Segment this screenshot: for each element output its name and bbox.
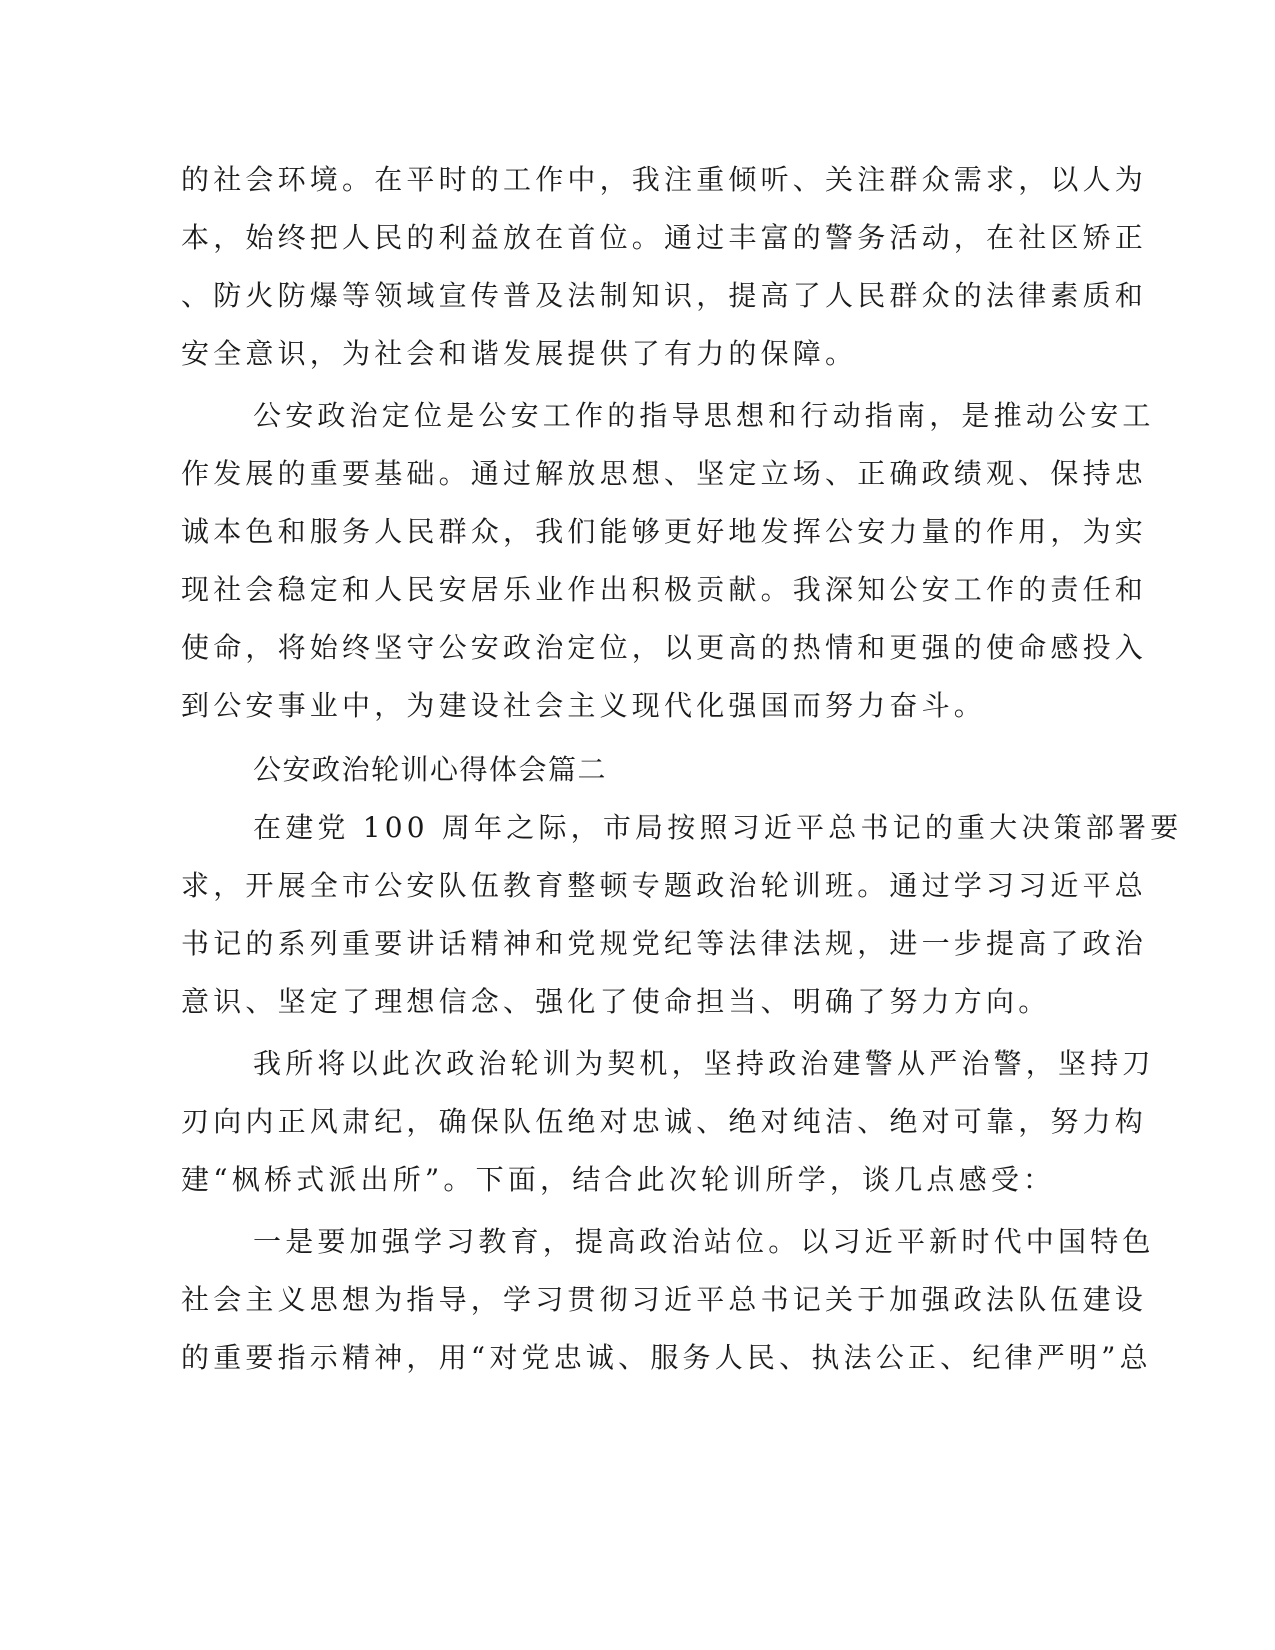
- paragraph-4-line-1: 我所将以此次政治轮训为契机，坚持政治建警从严治警，坚持刀: [253, 1047, 1155, 1080]
- paragraph-3-line-2: 求，开展全市公安队伍教育整顿专题政治轮训班。通过学习习近平总: [181, 869, 1148, 902]
- paragraph-1-line-4: 安全意识，为社会和谐发展提供了有力的保障。: [181, 337, 858, 370]
- section-heading: 公安政治轮训心得体会篇二: [253, 753, 608, 786]
- paragraph-1-line-1: 的社会环境。在平时的工作中，我注重倾听、关注群众需求，以人为: [181, 163, 1148, 196]
- paragraph-3-line-1: 在建党 100 周年之际，市局按照习近平总书记的重大决策部署要: [253, 811, 1183, 844]
- paragraph-5-line-1: 一是要加强学习教育，提高政治站位。以习近平新时代中国特色: [253, 1225, 1155, 1258]
- paragraph-3-line-4: 意识、坚定了理想信念、强化了使命担当、明确了努力方向。: [181, 985, 1051, 1018]
- paragraph-2-line-4: 现社会稳定和人民安居乐业作出积极贡献。我深知公安工作的责任和: [181, 573, 1148, 606]
- paragraph-5-line-2: 社会主义思想为指导，学习贯彻习近平总书记关于加强政法队伍建设: [181, 1283, 1148, 1316]
- paragraph-5-line-3: 的重要指示精神，用“对党忠诚、服务人民、执法公正、纪律严明”总: [181, 1341, 1152, 1374]
- paragraph-1-line-2: 本，始终把人民的利益放在首位。通过丰富的警务活动，在社区矫正: [181, 221, 1148, 254]
- paragraph-3-line-3: 书记的系列重要讲话精神和党规党纪等法律法规，进一步提高了政治: [181, 927, 1148, 960]
- paragraph-2-line-5: 使命，将始终坚守公安政治定位，以更高的热情和更强的使命感投入: [181, 631, 1148, 664]
- paragraph-2-line-3: 诚本色和服务人民群众，我们能够更好地发挥公安力量的作用，为实: [181, 515, 1148, 548]
- paragraph-2-line-2: 作发展的重要基础。通过解放思想、坚定立场、正确政绩观、保持忠: [181, 457, 1148, 490]
- paragraph-4-line-3: 建“枫桥式派出所”。下面，结合此次轮训所学，谈几点感受：: [181, 1163, 1056, 1196]
- paragraph-2-line-1: 公安政治定位是公安工作的指导思想和行动指南，是推动公安工: [253, 399, 1155, 432]
- paragraph-1-line-3: 、防火防爆等领域宣传普及法制知识，提高了人民群众的法律素质和: [181, 279, 1148, 312]
- paragraph-4-line-2: 刃向内正风肃纪，确保队伍绝对忠诚、绝对纯洁、绝对可靠，努力构: [181, 1105, 1148, 1138]
- paragraph-2-line-6: 到公安事业中，为建设社会主义现代化强国而努力奋斗。: [181, 689, 987, 722]
